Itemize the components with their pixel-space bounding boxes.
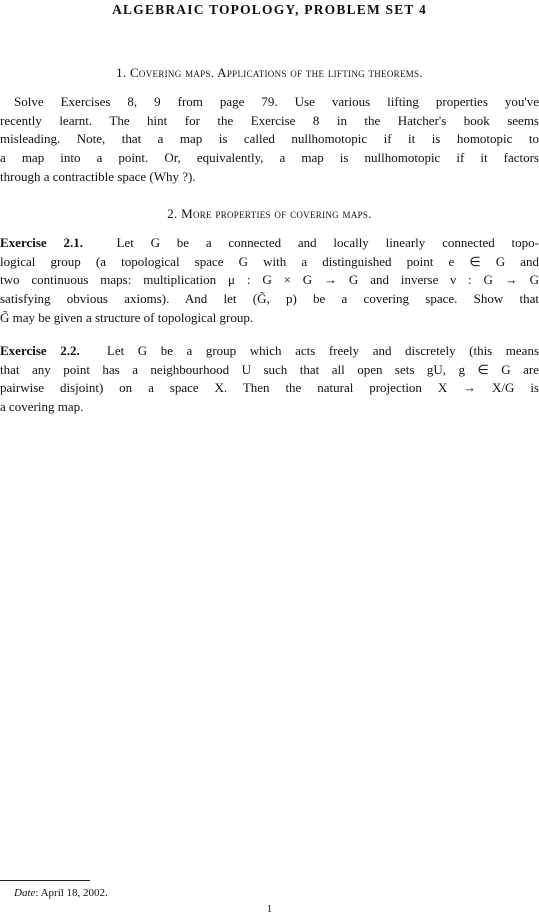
exercise-2-2-label: Exercise 2.2. (0, 343, 80, 358)
section-1-paragraph (0, 93, 539, 187)
section-1-line: recently learnt. The hint for the Exercise 8 in the Hatcher's book seems (0, 112, 539, 128)
document-title: ALGEBRAIC TOPOLOGY, PROBLEM SET 4 (112, 2, 427, 17)
exercise-2-2-line: Let G be a group which acts freely and discretely (this means (106, 343, 539, 358)
exercise-2-2-line: a covering map. (0, 399, 84, 415)
section-1-line: Solve Exercises 8, 9 from page 79. Use various lifting properties you've (14, 94, 539, 109)
exercise-2-1-label: Exercise 2.1. (0, 235, 83, 250)
footnote-rule (0, 880, 90, 881)
exercise-2-2-line: pairwise disjoint) on a space X. Then the natural projection X → X/G is (0, 380, 539, 396)
section-1-line: misleading. Note, that a map is called nullhomotopic if it is homotopic to (0, 131, 539, 147)
section-1-heading: 1. Covering maps. Applications of the lifting theorems. (116, 65, 423, 80)
page-number: 1 (267, 904, 272, 915)
footnote-text: : April 18, 2002. (35, 887, 108, 899)
exercise-2-1-line: G̃ may be given a structure of topological group. (0, 309, 254, 325)
exercise-2-1-line: two continuous maps: multiplication μ : G × G → G and inverse ν : G → G (0, 272, 539, 288)
section-1-line: through a contractible space (Why ?). (0, 168, 196, 184)
section-2-heading: 2. More properties of covering maps. (167, 206, 372, 221)
exercise-2-1-line: Let G be a connected and locally linearly connected topo- (116, 235, 539, 250)
exercise-2-1-line: logical group (a topological space G with a distinguished point e ∈ G and (0, 253, 539, 269)
exercise-2-2 (0, 342, 539, 417)
footnote (14, 887, 108, 899)
exercise-2-1-line: satisfying obvious axioms). And let (G̃, p) be a covering space. Show that (0, 291, 539, 307)
footnote-label: Date (14, 887, 36, 899)
exercise-2-1 (0, 234, 539, 328)
section-1-line: a map into a point. Or, equivalently, a map is nullhomotopic if it factors (0, 150, 539, 166)
exercise-2-2-line: that any point has a neighbourhood U such that all open sets gU, g ∈ G are (0, 361, 539, 377)
